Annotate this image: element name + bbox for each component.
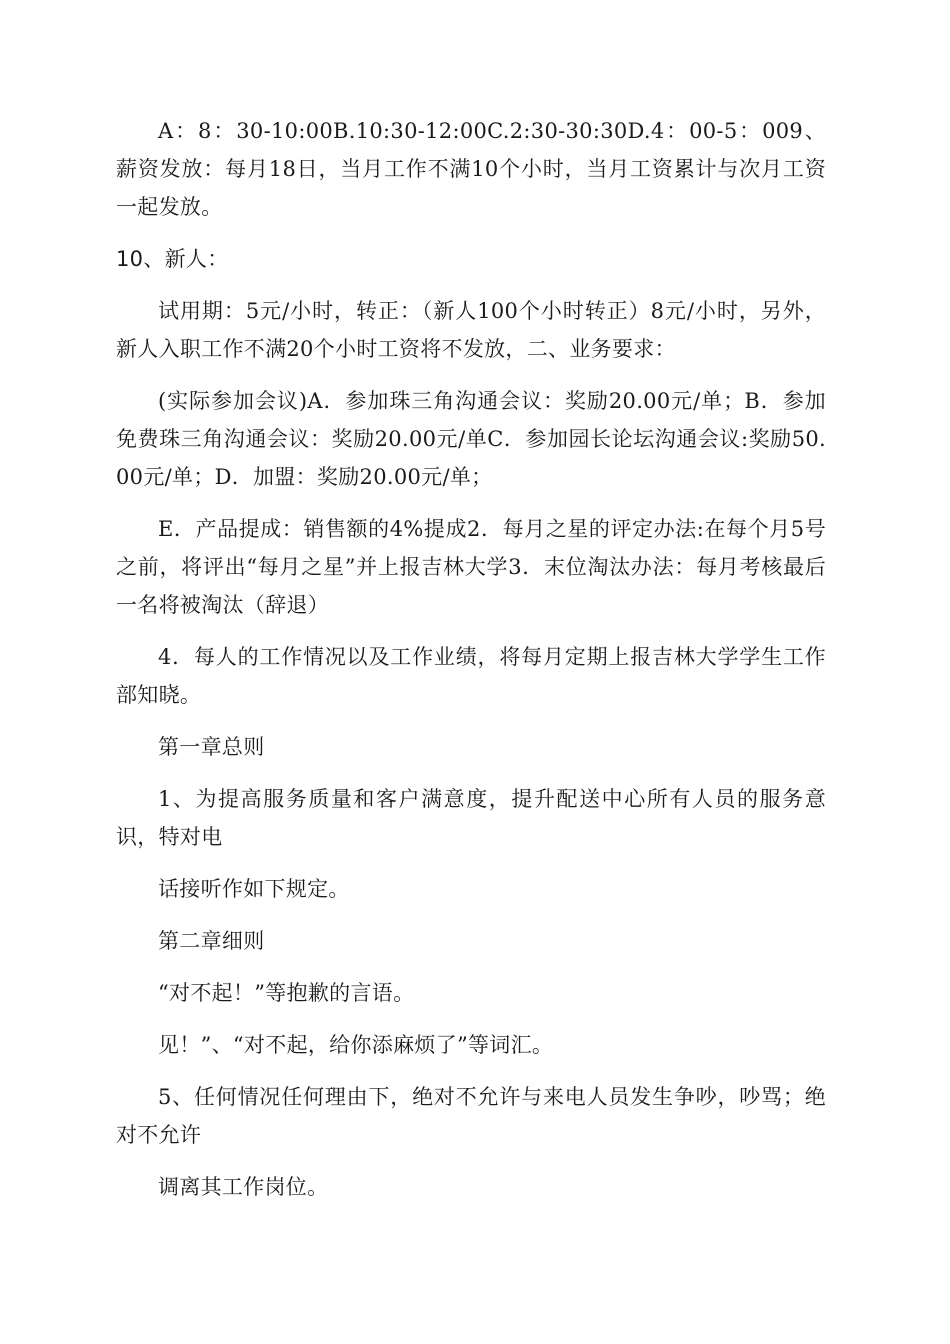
document-body — [116, 112, 826, 1220]
paragraph-farewell: 见！”、“对不起，给你添麻烦了”等词汇。 — [158, 1033, 554, 1057]
paragraph-apology: “对不起！”等抱歉的言语。 — [158, 981, 415, 1005]
paragraph-report: 4．每人的工作情况以及工作业绩，将每月定期上报吉林大学学生工作部知晓。 — [116, 645, 826, 707]
paragraph-meeting-rewards: (实际参加会议)A．参加珠三角沟通会议：奖励20.00元/单；B．参加免费珠三角沟通会议：奖励20.00元/单C．参加园长论坛沟通会议:奖励50.00元/单；D．加盟：奖励20.00元/单； — [116, 389, 826, 489]
paragraph-no-argument: 5、任何情况任何理由下，绝对不允许与来电人员发生争吵，吵骂；绝对不允许 — [116, 1085, 826, 1147]
paragraph-newcomer-heading: 10、新人： — [116, 247, 229, 271]
paragraph-phone-rules: 话接听作如下规定。 — [158, 877, 350, 901]
paragraph-schedule-salary: A：8：30-10:00B.10:30-12:00C.2:30-30:30D.4：00-5：009、薪资发放：每月18日，当月工作不满10个小时，当月工资累计与次月工资一起发放。 — [116, 119, 826, 219]
paragraph-probation: 试用期：5元/小时，转正：（新人100个小时转正）8元/小时，另外，新人入职工作不满20个小时工资将不发放，二、业务要求： — [116, 299, 826, 361]
paragraph-service-quality: 1、为提高服务质量和客户满意度，提升配送中心所有人员的服务意识，特对电 — [116, 787, 826, 849]
paragraph-commission: E．产品提成：销售额的4%提成2．每月之星的评定办法:在每个月5号之前，将评出“每月之星”并上报吉林大学3．末位淘汰办法：每月考核最后一名将被淘汰（辞退） — [116, 517, 826, 617]
paragraph-reassign: 调离其工作岗位。 — [158, 1175, 329, 1199]
chapter-two-title: 第二章细则 — [158, 929, 265, 953]
chapter-one-title: 第一章总则 — [158, 735, 265, 759]
